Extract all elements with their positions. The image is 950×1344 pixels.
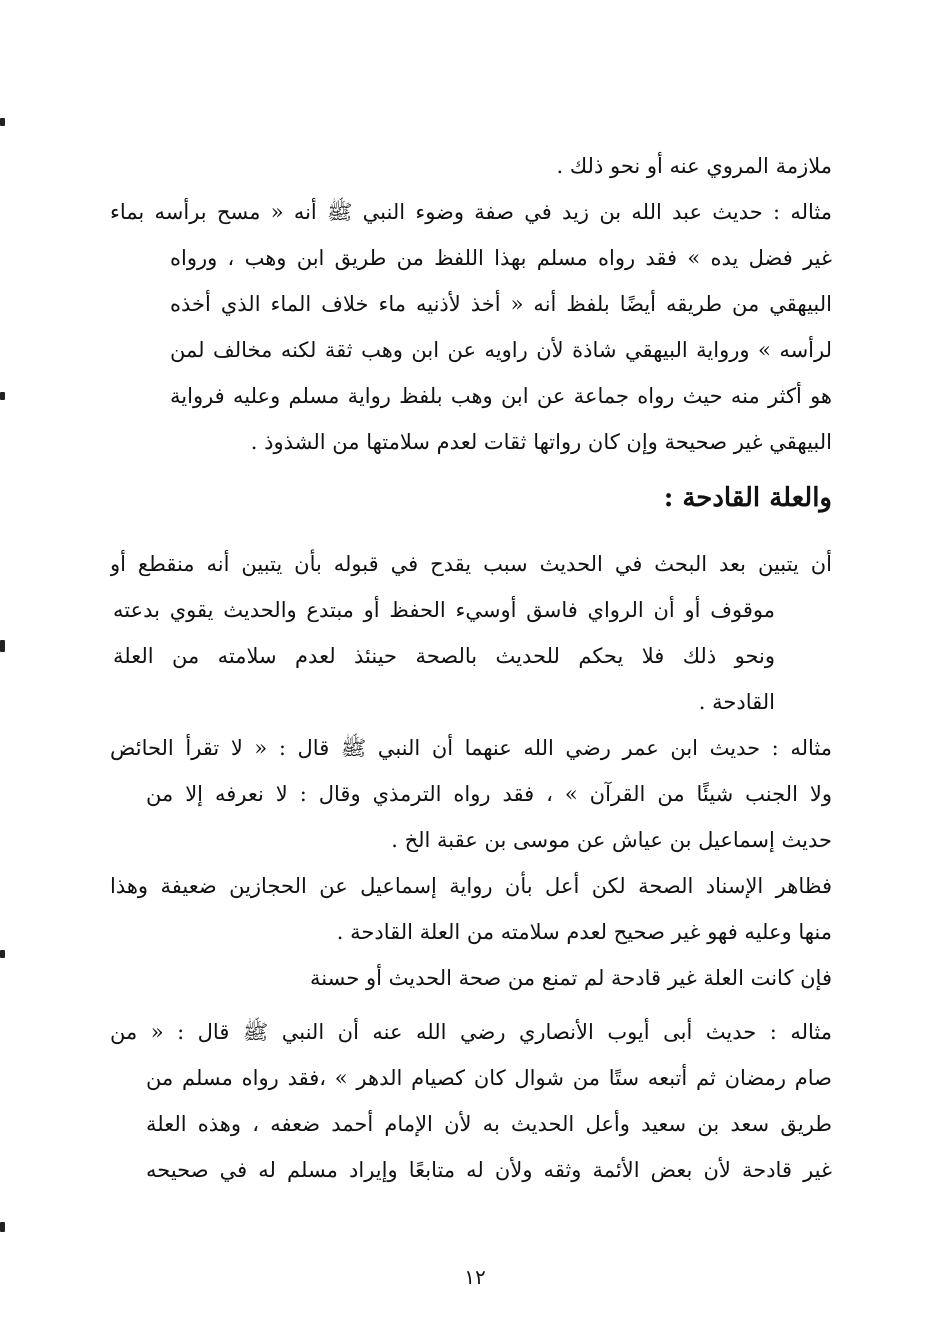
section-heading: والعلة القادحة : [663, 483, 832, 513]
text-line: فإن كانت العلة غير قادحة لم تمنع من صحة الحديث أو حسنة [310, 966, 832, 990]
text-line: لرأسه » ورواية البيهقي شاذة لأن راويه عن ابن وهب ثقة لكنه مخالف لمن [170, 338, 832, 362]
scan-edge-mark [0, 118, 5, 126]
text-line: غير فضل يده » فقد رواه مسلم بهذا اللفظ من طريق ابن وهب ، ورواه [170, 246, 832, 270]
text-line: ملازمة المروي عنه أو نحو ذلك . [556, 154, 832, 178]
text-line: البيهقي غير صحيحة وإن كان رواتها ثقات لعدم سلامتها من الشذوذ . [250, 430, 832, 454]
text-line: مثاله : حديث أبى أيوب الأنصاري رضي الله عنه أن النبي ﷺ قال : « من [110, 1020, 832, 1044]
text-line: مثاله : حديث عبد الله بن زيد في صفة وضوء النبي ﷺ أنه « مسح برأسه بماء [110, 200, 832, 224]
text-line: البيهقي من طريقه أيضًا بلفظ أنه « أخذ لأذنيه ماء خلاف الماء الذي أخذه [170, 292, 832, 316]
text-line: ولا الجنب شيئًا من القرآن » ، فقد رواه الترمذي وقال : لا نعرفه إلا من [146, 782, 832, 806]
scan-edge-mark [0, 640, 5, 652]
text-line: حديث إسماعيل بن عياش عن موسى بن عقبة الخ . [391, 828, 832, 852]
scan-edge-mark [0, 392, 5, 400]
text-line: صام رمضان ثم أتبعه ستًا من شوال كان كصيام الدهر » ،فقد رواه مسلم من [146, 1066, 832, 1090]
text-line: هو أكثر منه حيث رواه جماعة عن ابن وهب بلفظ رواية مسلم وعليه فرواية [170, 384, 832, 408]
text-line: منها وعليه فهو غير صحيح لعدم سلامته من العلة القادحة . [336, 920, 832, 944]
scan-edge-mark [0, 950, 5, 958]
text-line: مثاله : حديث ابن عمر رضي الله عنهما أن النبي ﷺ قال : « لا تقرأ الحائض [110, 736, 832, 760]
text-line: أن يتبين بعد البحث في الحديث سبب يقدح في قبوله بأن يتبين أنه منقطع أو [110, 552, 832, 576]
text-line: القادحة . [698, 690, 775, 714]
scan-edge-mark [0, 1222, 5, 1232]
text-line: ونحو ذلك فلا يحكم للحديث بالصحة حينئذ لعدم سلامته من العلة [113, 644, 775, 668]
text-line: طريق سعد بن سعيد وأعل الحديث به لأن الإمام أحمد ضعفه ، وهذه العلة [146, 1112, 832, 1136]
text-line: موقوف أو أن الرواي فاسق أوسيء الحفظ أو مبتدع والحديث يقوي بدعته [113, 598, 775, 622]
page-number: ١٢ [464, 1265, 486, 1289]
text-line: فظاهر الإسناد الصحة لكن أعل بأن رواية إسماعيل عن الحجازين ضعيفة وهذا [110, 874, 832, 898]
text-line: غير قادحة لأن بعض الأئمة وثقه ولأن له متابعًا وإيراد مسلم له في صحيحه [146, 1158, 832, 1182]
